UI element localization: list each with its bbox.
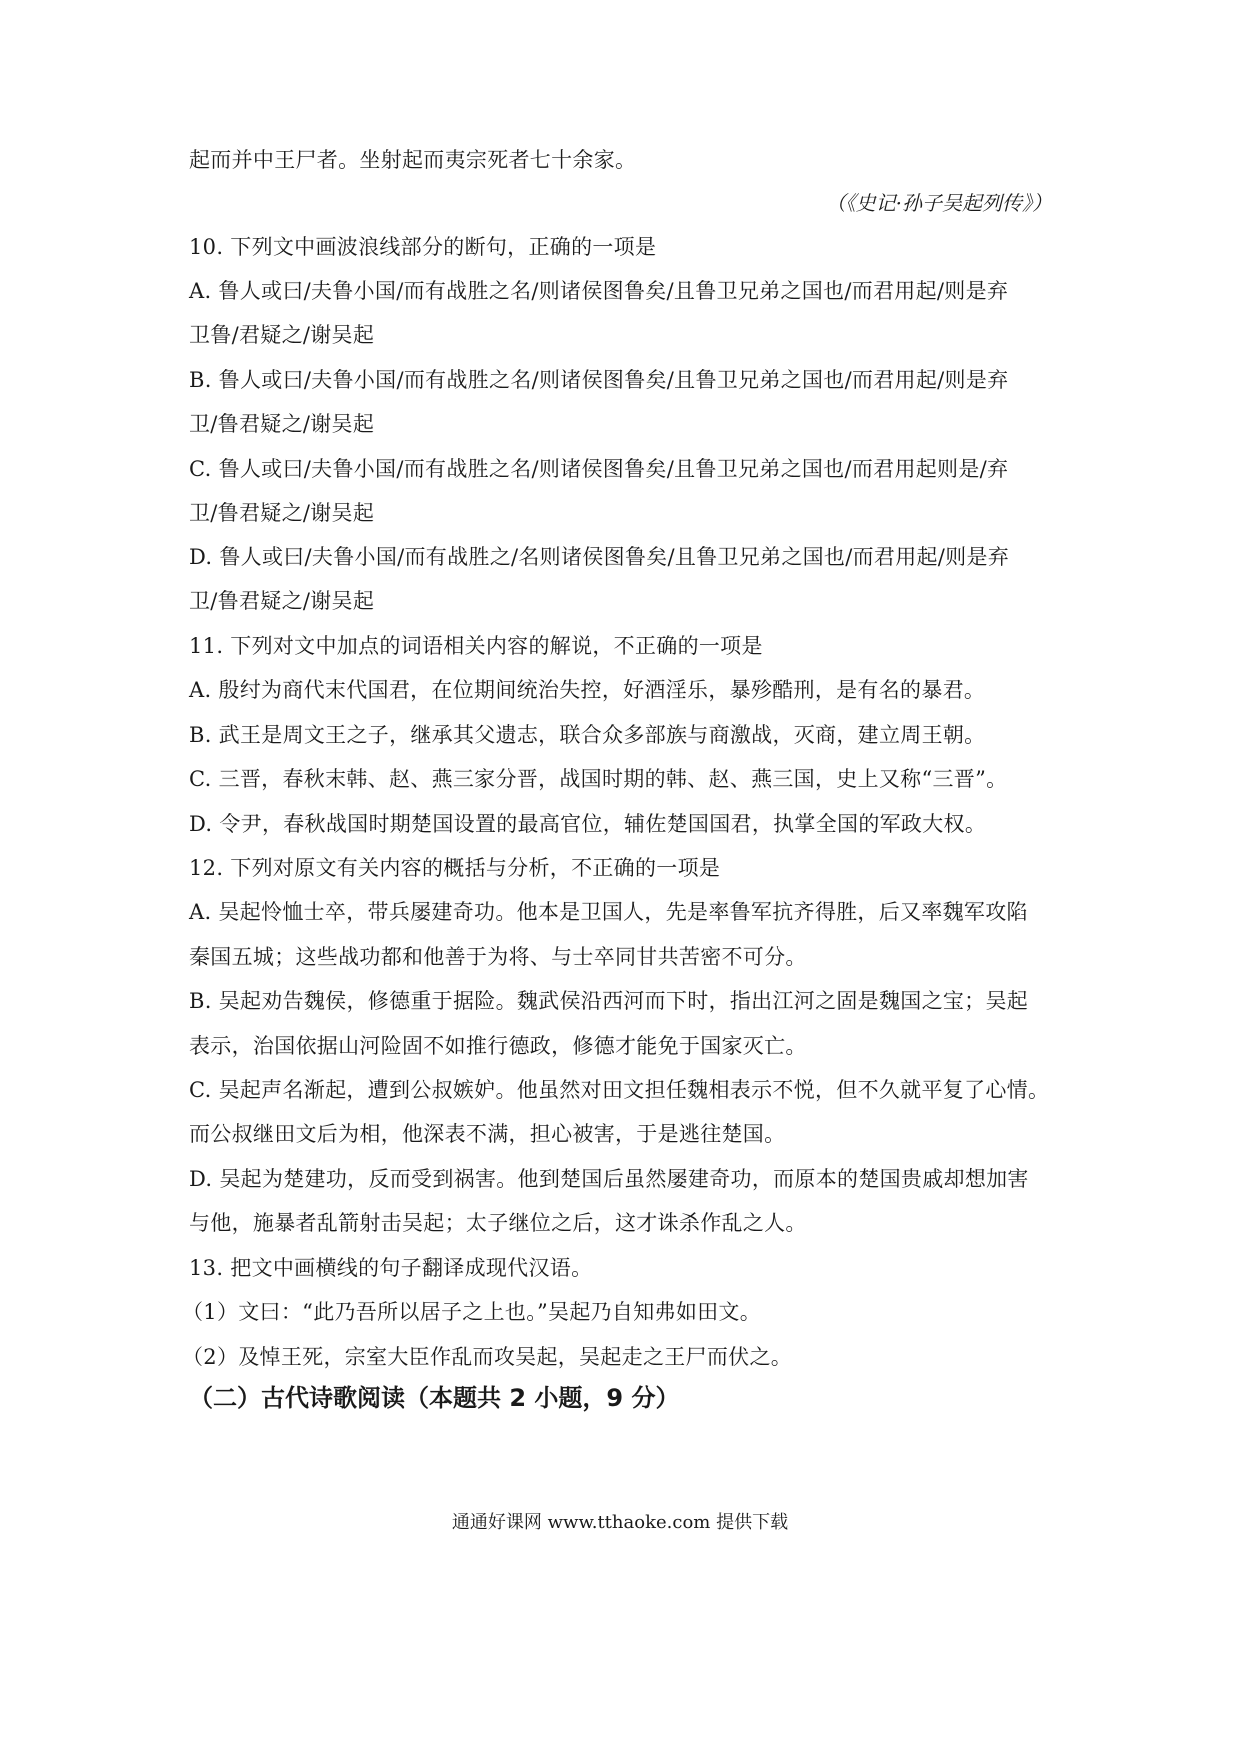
question-12-stem: 12. 下列对原文有关内容的概括与分析，不正确的一项是	[189, 856, 721, 880]
question-10-stem: 10. 下列文中画波浪线部分的断句，正确的一项是	[189, 235, 657, 259]
passage-tail: 起而并中王尸者。坐射起而夷宗死者七十余家。	[189, 148, 637, 172]
passage-source: （《史记·孙子吴起列传》）	[825, 191, 1052, 215]
question-13-stem: 13. 把文中画横线的句子翻译成现代汉语。	[189, 1256, 593, 1280]
question-11-option-b: B. 武王是周文王之子，继承其父遗志，联合众多部族与商激战，灭商，建立周王朝。	[189, 723, 986, 747]
question-12-option-d-line2: 与他，施暴者乱箭射击吴起；太子继位之后，这才诛杀作乱之人。	[189, 1211, 807, 1235]
question-10-option-a-line1: A. 鲁人或曰/夫鲁小国/而有战胜之名/则诸侯图鲁矣/且鲁卫兄弟之国也/而君用起/则是弃	[189, 279, 1009, 303]
question-12-option-d-line1: D. 吴起为楚建功，反而受到祸害。他到楚国后虽然屡建奇功，而原本的楚国贵戚却想加害	[189, 1167, 1029, 1191]
question-10-option-c-line1: C. 鲁人或曰/夫鲁小国/而有战胜之名/则诸侯图鲁矣/且鲁卫兄弟之国也/而君用起则是/弃	[189, 457, 1009, 481]
question-11-option-d: D. 令尹，春秋战国时期楚国设置的最高官位，辅佐楚国国君，执掌全国的军政大权。	[189, 812, 987, 836]
question-12-option-b-line1: B. 吴起劝告魏侯，修德重于据险。魏武侯沿西河而下时，指出江河之固是魏国之宝；吴起	[189, 989, 1029, 1013]
question-12-option-a-line2: 秦国五城；这些战功都和他善于为将、与士卒同甘共苦密不可分。	[189, 945, 807, 969]
question-13-sentence-1: （1）文曰：“此乃吾所以居子之上也。”吴起乃自知弗如田文。	[182, 1300, 762, 1324]
question-10-option-b-line2: 卫/鲁君疑之/谢吴起	[189, 412, 375, 436]
question-10-option-c-line2: 卫/鲁君疑之/谢吴起	[189, 501, 375, 525]
question-11-stem: 11. 下列对文中加点的词语相关内容的解说，不正确的一项是	[189, 634, 763, 658]
question-12-option-a-line1: A. 吴起怜恤士卒，带兵屡建奇功。他本是卫国人，先是率鲁军抗齐得胜，后又率魏军攻陷	[189, 900, 1028, 924]
question-10-option-b-line1: B. 鲁人或曰/夫鲁小国/而有战胜之名/则诸侯图鲁矣/且鲁卫兄弟之国也/而君用起/则是弃	[189, 368, 1009, 392]
question-13-sentence-2: （2）及悼王死，宗室大臣作乱而攻吴起，吴起走之王尸而伏之。	[182, 1345, 793, 1369]
section-heading-poetry: （二）古代诗歌阅读（本题共 2 小题，9 分）	[189, 1384, 680, 1412]
question-11-option-c: C. 三晋，春秋末韩、赵、燕三家分晋，战国时期的韩、赵、燕三国，史上又称“三晋”。	[189, 767, 1008, 791]
question-12-option-c-line2: 而公叔继田文后为相，他深表不满，担心被害，于是逃往楚国。	[189, 1122, 786, 1146]
question-10-option-d-line1: D. 鲁人或曰/夫鲁小国/而有战胜之/名则诸侯图鲁矣/且鲁卫兄弟之国也/而君用起/则是弃	[189, 545, 1010, 569]
question-10-option-d-line2: 卫/鲁君疑之/谢吴起	[189, 589, 375, 613]
question-12-option-c-line1: C. 吴起声名渐起，遭到公叔嫉妒。他虽然对田文担任魏相表示不悦，但不久就平复了心情。	[189, 1078, 1050, 1102]
question-10-option-a-line2: 卫鲁/君疑之/谢吴起	[189, 323, 375, 347]
question-12-option-b-line2: 表示，治国依据山河险固不如推行德政，修德才能免于国家灭亡。	[189, 1034, 807, 1058]
page-footer: 通通好课网 www.tthaoke.com 提供下载	[451, 1512, 789, 1533]
question-11-option-a: A. 殷纣为商代末代国君，在位期间统治失控，好酒淫乐，暴殄酷刑，是有名的暴君。	[189, 678, 986, 702]
